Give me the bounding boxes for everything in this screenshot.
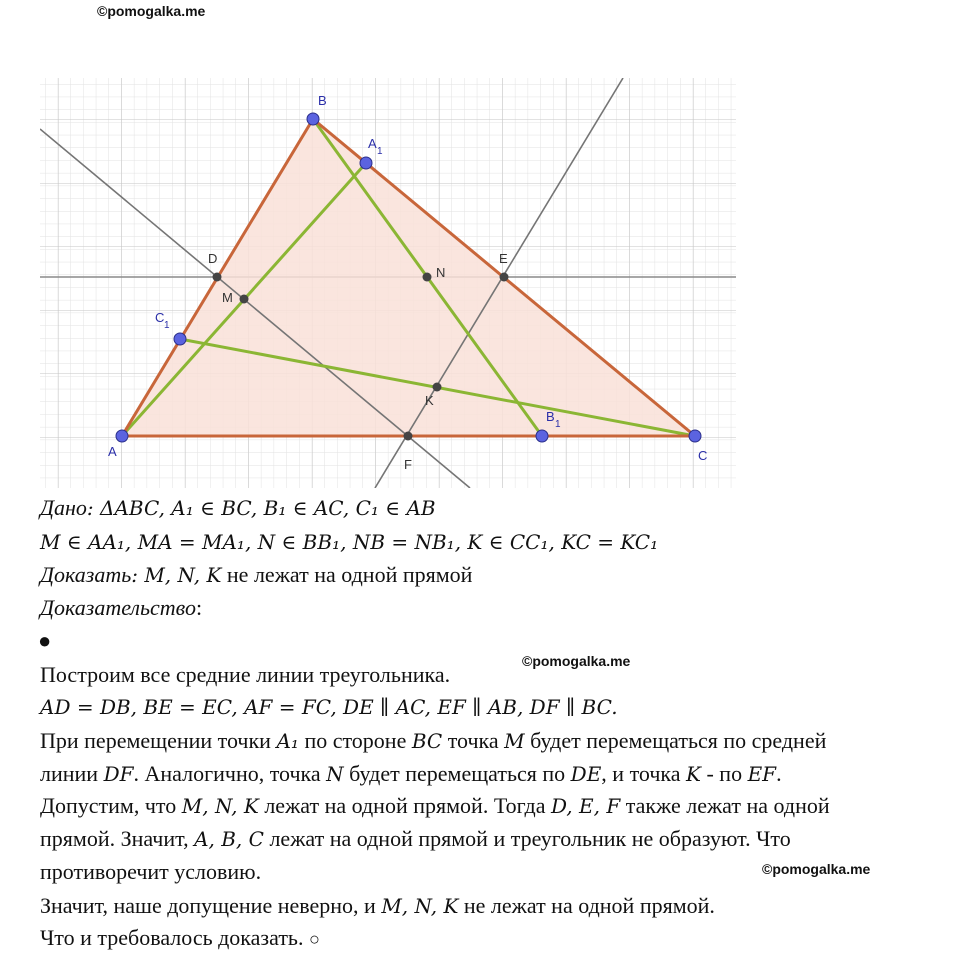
label-B1: B [546,409,555,424]
p5-text-c: лежат на одной прямой. Тогда [258,793,551,818]
p6-text-a: прямой. Значит, [40,826,195,851]
paragraph-9 [40,922,320,955]
p3-text-g: будет перемещаться по средней [524,728,827,753]
p4-text-k: . [776,761,782,786]
p4-text-a: линии [40,761,104,786]
watermark-top: ©pomogalka.me [97,3,206,19]
point-E [500,273,509,282]
p5-math-def: D, E, F [550,794,621,818]
p4-text-i: - по [700,761,748,786]
point-F [404,432,413,441]
prove-math: : M, N, K [131,563,222,587]
p6-math-abc: A, B, C [194,827,264,851]
proof-colon: : [195,595,203,620]
label-B: B [318,93,327,108]
label-D: D [208,251,218,266]
given-math-1: : ΔABC, A₁ ∈ BC, B₁ ∈ AC, C₁ ∈ AB [86,496,436,520]
p4-text-e: будет перемещаться по [343,761,571,786]
label-C1-sub: 1 [164,320,170,331]
label-N: N [436,265,446,280]
watermark-middle: ©pomogalka.me [522,653,631,669]
p3-math-m: M [504,729,525,753]
label-B1-sub: 1 [555,419,561,430]
bullet-point: ● [38,628,52,653]
p4-math-de: DE [570,762,602,786]
point-B1 [536,430,548,442]
p8-math-mnk: M, N, K [381,894,459,918]
proof-heading [40,592,202,624]
point-A1 [360,157,372,169]
p8-text-c: не лежат на одной прямой. [458,893,715,918]
point-B [307,113,319,125]
point-K [433,383,442,392]
p4-text-c: . Аналогично, точка [133,761,327,786]
p5-text-e: также лежат на одной [620,793,830,818]
p4-math-n: N [326,762,344,786]
p5-text-a: Допустим, что [40,793,182,818]
p3-text-a: При перемещении точки [40,728,277,753]
paragraph-5 [40,790,830,822]
p3-text-c: по стороне [298,728,412,753]
watermark-bottom: ©pomogalka.me [762,861,871,877]
p4-text-g: , и точка [601,761,687,786]
p4-math-df: DF [103,762,134,786]
label-A1: A [368,136,377,151]
geometry-figure [40,78,736,488]
label-A: A [108,444,117,459]
label-C1: C [155,310,165,325]
given-line-2: M ∈ AA₁, MA = MA₁, N ∈ BB₁, NB = NB₁, K ∈ CC₁, KC = KC₁ [40,530,659,554]
proof-label: Доказательство [40,595,196,620]
label-K: K [425,393,434,408]
paragraph-3 [40,725,826,757]
prove-rest: не лежат на одной прямой [221,562,473,587]
point-A [116,430,128,442]
label-C: C [698,448,708,463]
p8-text-a: Значит, наше допущение неверно, и [40,893,382,918]
p3-math-a1: A₁ [276,729,299,753]
label-M: M [222,290,233,305]
p9-text: Что и требовалось доказать. [40,925,309,950]
p4-math-k: K [686,762,701,786]
paragraph-8 [40,890,715,922]
point-N [423,273,432,282]
p6-text-c: лежат на одной прямой и треугольник не образуют. Что [263,826,791,851]
prove-line [40,559,472,591]
paragraph-7: противоречит условию. [40,859,262,884]
given-line-1 [40,492,436,524]
point-C1 [174,333,186,345]
paragraph-4 [40,758,782,790]
p5-math-mnk: M, N, K [181,794,259,818]
paragraph-6 [40,823,791,855]
qed-mark: ○ [308,929,320,949]
label-A1-sub: 1 [377,146,383,157]
given-label: Дано [40,495,87,520]
label-E: E [499,251,508,266]
paragraph-1: Построим все средние линии треугольника. [40,662,451,687]
paragraph-2: AD = DB, BE = EC, AF = FC, DE ∥ AC, EF ∥ AB, DF ∥ BC. [40,695,618,719]
point-D [213,273,222,282]
p3-math-bc: BC [411,729,443,753]
p3-text-e: точка [442,728,505,753]
prove-label: Доказать [40,562,132,587]
point-M [240,295,249,304]
p4-math-ef: EF [747,762,777,786]
point-C [689,430,701,442]
label-F: F [404,457,412,472]
